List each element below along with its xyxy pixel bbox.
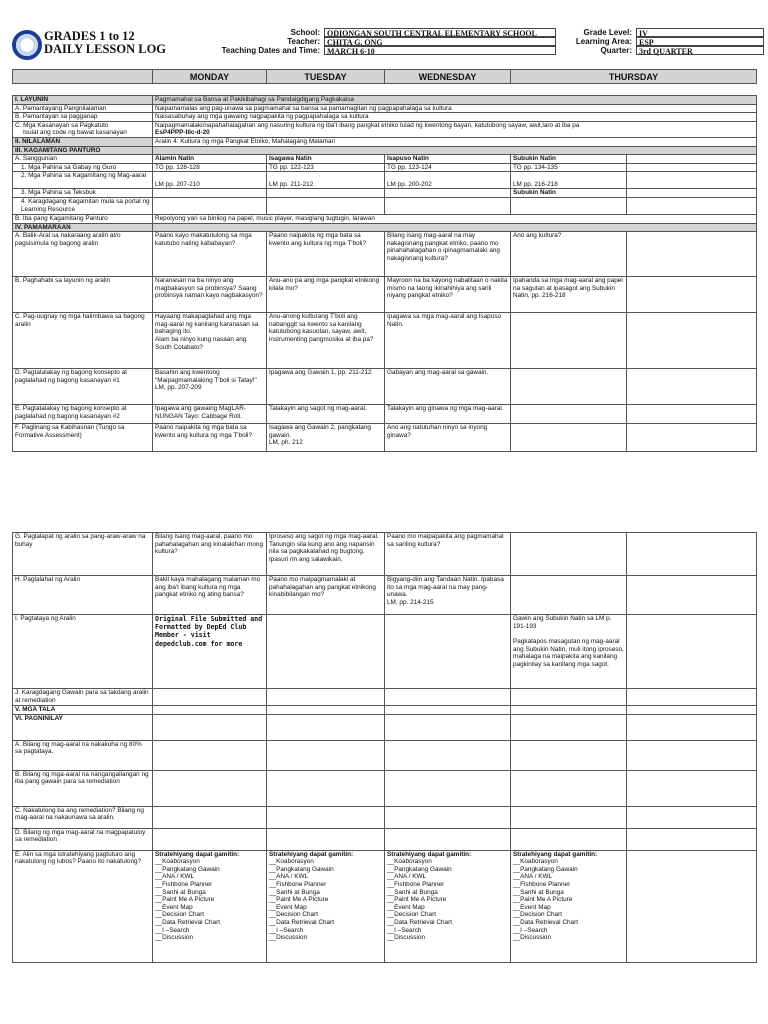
- row-s1: 1. Mga Pahina sa Gabay ng Guro: [13, 163, 153, 172]
- s2-mon: LM pp. 207-210: [153, 172, 267, 189]
- school-value: ODIONGAN SOUTH CENTRAL ELEMENTARY SCHOOL: [324, 28, 556, 37]
- pa-mon: [153, 740, 267, 770]
- title-line-2: DAILY LESSON LOG: [44, 42, 167, 56]
- row-s2: 2. Mga Pahina sa Kagamitang ng Mag-aaral: [13, 172, 153, 189]
- rf-tue: [267, 424, 385, 452]
- rc-thu: [511, 313, 627, 369]
- nilalaman-value: Aralin 4: Kultura ng mga Pangkat Etniko, Mahalagang Malaman: [153, 137, 757, 146]
- s4-mon: [153, 197, 267, 214]
- row-pe: E. Alin sa mga istratehiyang pagtuturo ang nakatulong ng lubos? Paano ito nakatulong?: [13, 850, 153, 962]
- s4-wed: [385, 197, 511, 214]
- row-re: E. Pagtatalakay ng bagong konsepto at paglalahad ng bagong kasanayan #2: [13, 405, 153, 424]
- strategy-option[interactable]: __Discussion: [269, 934, 308, 942]
- lesson-table-page1: [12, 95, 757, 452]
- strategy-option[interactable]: __Paint Me A Picture: [387, 896, 447, 904]
- strategy-option[interactable]: __Decision Chart: [269, 911, 319, 919]
- g-fri: [627, 533, 757, 576]
- strategy-option[interactable]: __Pangkatang Gawain: [269, 865, 334, 873]
- rc-mon-text: Hayaang makapaglahad ang mga mag-aaral ng kanilang karanasan sa bahaging ito.: [155, 313, 259, 336]
- row-pb: B. Bilang ng mga-aaral na nangangailangan ng iba pang gawain para sa remediation: [13, 770, 153, 806]
- row-pc: C. Nakatulong ba ang remediation? Bilang ng mag-aaral na nakaunawa sa aralin.: [13, 806, 153, 828]
- rf-thu: [511, 424, 627, 452]
- g-thu: [511, 533, 627, 576]
- strategy-option[interactable]: __Sanhi at Bunga: [269, 888, 320, 896]
- strategy-option[interactable]: __Discussion: [155, 934, 194, 942]
- rb-mon: Naranasan na ba ninyo ang magbakasyon sa probinsya? Saang probinsya naman kayo nagbakasyon?: [153, 277, 267, 313]
- re-fri: [627, 405, 757, 424]
- day-monday: MONDAY: [153, 70, 267, 84]
- row-b-value: Naisasabuhay ang mga gawaing nagpapakita ng pagpapahalaga sa kultura: [153, 113, 757, 122]
- rd-mon: [153, 369, 267, 405]
- s3-fri: [627, 189, 757, 198]
- row-h: H. Paglalahat ng Aralin: [13, 576, 153, 615]
- pb-tue: [267, 770, 385, 806]
- row-c-value: [153, 121, 757, 137]
- row-b-label: B. Pamantayan sa pagganap: [13, 113, 153, 122]
- row-s4: 4. Karagdagang Kagamitan mula sa portal ng Learning Resource: [13, 197, 153, 214]
- row-pa: A. Bilang ng mag-aaral na nakakuha ng 80% sa pagtataya.: [13, 740, 153, 770]
- strategy-option[interactable]: __Decision Chart: [387, 911, 437, 919]
- pa-thu: [511, 740, 627, 770]
- row-i: I. Pagtataya ng Aralin: [13, 615, 153, 689]
- pa-fri: [627, 740, 757, 770]
- row-a-value: Naipamamalas ang pag-unawa sa pagmamahal sa bansa sa pamamagitan ng pagpapahalaga sa kultura: [153, 104, 757, 113]
- g-wed: Paano mo maipapakita ang pagmamahal sa sariling kultura?: [385, 533, 511, 576]
- h-wed: [385, 576, 511, 615]
- lesson-table-page2: [12, 532, 757, 963]
- pc-fri: [627, 806, 757, 828]
- strategy-option[interactable]: __Event Map: [155, 903, 193, 911]
- row-rb: B. Paghahabi sa layunin ng aralin: [13, 277, 153, 313]
- h-thu: [511, 576, 627, 615]
- row-a-label: A. Pamantayang Pangnilalaman: [13, 104, 153, 113]
- re-tue: Talakayin ang sagot ng mag-aaral.: [267, 405, 385, 424]
- strategy-option[interactable]: __Decision Chart: [155, 911, 205, 919]
- j-thu: [511, 689, 627, 706]
- i-tue: [267, 615, 385, 689]
- s2-fri: [627, 172, 757, 189]
- sang-fri: [627, 155, 757, 164]
- re-thu: [511, 405, 627, 424]
- i-wed: [385, 615, 511, 689]
- s1-mon: TG pp. 126-128: [153, 163, 267, 172]
- strategy-option[interactable]: __ANA / KWL: [513, 873, 553, 881]
- area-value: ESP: [636, 37, 764, 46]
- day-thursday: THURSDAY: [511, 70, 757, 84]
- row-rf: F. Paglinang sa Kabihasnan (Tungo sa Formative Assessment): [13, 424, 153, 452]
- strategy-option[interactable]: __Fishbone Planner: [155, 880, 213, 888]
- ra-thu: Ano ang kultura?: [511, 232, 627, 277]
- h-wed-text: Bigyang-diin ang Tandaan Natin. Ipabasa ito sa mga mag-aaral na may pang-unawa.: [387, 576, 504, 599]
- c-label-line1: C. Mga Kasanayan sa Pagkatuto: [15, 121, 109, 129]
- strategy-option[interactable]: __I –Search: [387, 926, 422, 934]
- row-iba-pang: B. Iba pang Kagamitang Panturo: [13, 214, 153, 223]
- rc-mon: [153, 313, 267, 369]
- i-thu-text: Gawin ang Subukin Natin sa LM p. 191-193: [513, 615, 612, 630]
- h-wed-text2: LM, pp. 214-215: [387, 598, 434, 606]
- j-wed: [385, 689, 511, 706]
- s4-tue: [267, 197, 385, 214]
- teacher-row: [208, 37, 768, 46]
- re-mon: Ipagawa ang gawaing MagLAR-NUNGAN Tayo: Cabbage Roll.: [153, 405, 267, 424]
- strategy-option[interactable]: __ANA / KWL: [269, 873, 309, 881]
- deped-seal-logo: [12, 30, 42, 60]
- g-tue: Iproseso ang sagot ng mga mag-aaral. Tanungin sila kung ano ang napansin nila sa pagkakalahad ng bugtong. Ipasuri rin ang salawikain.: [267, 533, 385, 576]
- pag-thu: [511, 714, 627, 740]
- rb-fri: [627, 277, 757, 313]
- strategy-option[interactable]: __Event Map: [269, 903, 307, 911]
- strategy-option[interactable]: __Discussion: [513, 934, 552, 942]
- strategy-option[interactable]: __Sanhi at Bunga: [155, 888, 206, 896]
- c-value-text: Naipagmamalaki/napahahalagahan ang nasuring kultura ng iba't ibang pangkat etniko tulad ng kwentong bayan, katutubong sayaw, awit,laro at iba pa: [155, 121, 580, 129]
- pe-fri: [627, 850, 757, 962]
- grade-value: IV: [636, 28, 764, 37]
- sang-thu: Subukin Natin: [511, 155, 627, 164]
- pc-tue: [267, 806, 385, 828]
- rc-wed: Ipagawa sa mga mag-aaral ang Isapuso Natin.: [385, 313, 511, 369]
- s4-fri: [627, 197, 757, 214]
- pd-wed: [385, 828, 511, 850]
- strategies-tue: [267, 850, 385, 962]
- pb-wed: [385, 770, 511, 806]
- ra-tue: Paano naipakita ng mga bata sa kwento ang kultura ng mga T'boli?: [267, 232, 385, 277]
- row-sanggunian: A. Sanggunian: [13, 155, 153, 164]
- rd-mon-text2: LM, pp. 207-209: [155, 384, 202, 392]
- teacher-label: Teacher:: [287, 37, 320, 46]
- day-tuesday: TUESDAY: [267, 70, 385, 84]
- strategy-option[interactable]: __Pangkatang Gawain: [513, 865, 578, 873]
- strategies-wed: [385, 850, 511, 962]
- row-nilalaman: II. NILALAMAN: [13, 137, 153, 146]
- dates-value: MARCH 6-10: [324, 46, 556, 55]
- rc-tue: Anu-anong kulturang T'boli ang nabanggit sa kwento sa kanilang katutubong kasuotan, sayaw, awit, instrumenting pangmusika at iba pa?: [267, 313, 385, 369]
- document-title: [44, 30, 166, 56]
- tala-wed: [385, 706, 511, 715]
- rf-wed: Ano ang natutuhan ninyo sa inyong ginawa?: [385, 424, 511, 452]
- strategy-option[interactable]: __Data Retrieval Chart: [155, 918, 221, 926]
- pb-fri: [627, 770, 757, 806]
- sang-tue: Isagawa Natin: [267, 155, 385, 164]
- grade-label: Grade Level:: [583, 28, 632, 37]
- row-s3: 3. Mga Pahina sa Teksbuk: [13, 189, 153, 198]
- layunin-value: Pagmamahal sa Bansa at Pakikibahagi sa Pandaigdigang Pagkakaisa: [153, 96, 757, 105]
- corner-cell: [13, 70, 153, 84]
- rb-wed: Mayroon na ba kayong nabalitaan o nakita mismo na taong ikinahihiya ang sarili niyang pangkat etniko?: [385, 277, 511, 313]
- strategy-option[interactable]: __Fishbone Planner: [387, 880, 445, 888]
- g-mon: Bilang isang mag-aaral, paano mo pahahalagahan ang kinalakihan mong kultura?: [153, 533, 267, 576]
- dates-label: Teaching Dates and Time:: [221, 46, 320, 55]
- row-ra: A. Balik-Aral sa nakaraang aralin at/o pagsisimula ng bagong aralin: [13, 232, 153, 277]
- sang-mon: Alamin Natin: [153, 155, 267, 164]
- strategy-option[interactable]: __Decision Chart: [513, 911, 563, 919]
- pamamaraan-fill: [153, 223, 757, 232]
- rb-tue: Anu-ano pa ang mga pangkat etnikong kilala mo?: [267, 277, 385, 313]
- dll-header: [12, 28, 756, 62]
- sang-wed: Isapuso Natin: [385, 155, 511, 164]
- rf-fri: [627, 424, 757, 452]
- strategy-option[interactable]: __Paint Me A Picture: [513, 896, 573, 904]
- strategy-option[interactable]: __Pangkatang Gawain: [155, 865, 220, 873]
- row-pamamaraan: IV. PAMAMARAAN: [13, 223, 153, 232]
- tala-thu: [511, 706, 627, 715]
- rd-thu: [511, 369, 627, 405]
- c-label-line2: Isulat ang code ng bawat kasanayan: [23, 129, 127, 137]
- days-header-table: [12, 69, 757, 84]
- row-layunin: I. LAYUNIN: [13, 96, 153, 105]
- row-j: J. Karagdagang Gawain para sa takdang aralin at remediation: [13, 689, 153, 706]
- h-fri: [627, 576, 757, 615]
- row-tala: V. MGA TALA: [13, 706, 153, 715]
- i-thu: [511, 615, 627, 689]
- strategy-option[interactable]: __ANA / KWL: [155, 873, 195, 881]
- tala-fri: [627, 706, 757, 715]
- pd-fri: [627, 828, 757, 850]
- j-mon: [153, 689, 267, 706]
- h-tue: Paano mo maipagmamalaki at pahahalagahan ang pangkat etnikong kinabibilangan mo?: [267, 576, 385, 615]
- strategy-option[interactable]: __ANA / KWL: [387, 873, 427, 881]
- pa-tue: [267, 740, 385, 770]
- strategies-thu: [511, 850, 627, 962]
- strategy-option[interactable]: __Discussion: [387, 934, 426, 942]
- pa-wed: [385, 740, 511, 770]
- strategies-mon: [153, 850, 267, 962]
- strategy-title: Stratehiyang dapat gamitin:: [269, 850, 354, 858]
- pb-thu: [511, 770, 627, 806]
- rd-wed: Gabayan ang mag-aaral sa gawain.: [385, 369, 511, 405]
- s4-thu: [511, 197, 627, 214]
- strategy-option[interactable]: __Koaborasyon: [269, 858, 314, 866]
- strategy-title: Stratehiyang dapat gamitin:: [513, 850, 598, 858]
- strategy-option[interactable]: __I –Search: [155, 926, 190, 934]
- row-pagninilay: VI. PAGNINILAY: [13, 714, 153, 740]
- dates-row: [208, 46, 768, 55]
- s1-tue: TG pp. 122-123: [267, 163, 385, 172]
- rd-tue: Ipagawa ang Gawain 1, pp. 211-212: [267, 369, 385, 405]
- rb-thu: Ipahanda sa mga mag-aaral ang papel na sagutan at ipasagot ang Subukin Natin, pp. 216-218: [511, 277, 627, 313]
- ra-fri: [627, 232, 757, 277]
- ra-mon: Paano kayo makatutulong sa mga katutubo nating kababayan?: [153, 232, 267, 277]
- iba-pang-value: Repolyong yari sa binilog na papel, music player, masiglang tugtugin, larawan: [153, 214, 757, 223]
- title-line-1: GRADES 1 to 12: [44, 29, 135, 43]
- pb-mon: [153, 770, 267, 806]
- c-value-code: EsP4PPP-IIIc-d-20: [155, 129, 210, 137]
- row-rd: D. Pagtatalakay ng bagong konsepto at paglalahad ng bagong kasanayan #1: [13, 369, 153, 405]
- teacher-value: CHITA G. ONG: [324, 37, 556, 46]
- i-thu-text2: Pagkatapos masagutan ng mag-aaral ang Subukin Natin, muli itong iproseso, mahalaga na maipakita ang kanilang pagkinilay sa kanilang mga sagot.: [513, 638, 624, 668]
- s2-tue: LM pp. 211-212: [267, 172, 385, 189]
- strategy-option[interactable]: __Sanhi at Bunga: [513, 888, 564, 896]
- rc-fri: [627, 313, 757, 369]
- s1-wed: TG pp. 123-124: [385, 163, 511, 172]
- strategy-option[interactable]: __Sanhi at Bunga: [387, 888, 438, 896]
- s1-fri: [627, 163, 757, 172]
- school-row: [208, 28, 768, 37]
- row-rc: C. Pag-uugnay ng mga halimbawa sa bagong aralin: [13, 313, 153, 369]
- strategy-option[interactable]: __Event Map: [387, 903, 425, 911]
- re-wed: Talakayin ang ginawa ng mga mag-aaral.: [385, 405, 511, 424]
- pag-tue: [267, 714, 385, 740]
- j-tue: [267, 689, 385, 706]
- tala-mon: [153, 706, 267, 715]
- row-c-label: [13, 121, 153, 137]
- strategy-option[interactable]: __Koaborasyon: [387, 858, 432, 866]
- rd-mon-text: Basahin ang kwentong "Maipagmamalaking T'boli si Tatay!": [155, 369, 257, 384]
- strategy-option[interactable]: __Data Retrieval Chart: [387, 918, 453, 926]
- school-label: School:: [290, 28, 320, 37]
- pag-fri: [627, 714, 757, 740]
- pc-wed: [385, 806, 511, 828]
- day-wednesday: WEDNESDAY: [385, 70, 511, 84]
- rc-mon-text2: Alam ba ninyo kung nasaan ang South Cotabato?: [155, 335, 247, 351]
- rd-fri: [627, 369, 757, 405]
- rf-tue-text2: LM, ph. 212: [269, 439, 303, 447]
- rf-tue-text: Isagawa ang Gawain 2, pangkatang gawain.: [269, 424, 371, 439]
- j-fri: [627, 689, 757, 706]
- pag-wed: [385, 714, 511, 740]
- strategy-title: Stratehiyang dapat gamitin:: [387, 850, 472, 858]
- row-g: G. Paglalapat ng aralin sa pang-araw-araw na buhay: [13, 533, 153, 576]
- strategy-option[interactable]: __Data Retrieval Chart: [269, 918, 335, 926]
- watermark-note: Original File Submitted and Formatted by DepEd Club Member - visit depedclub.com for more: [153, 615, 267, 689]
- pd-tue: [267, 828, 385, 850]
- i-fri: [627, 615, 757, 689]
- quarter-value: 3rd QUARTER: [636, 46, 764, 55]
- strategy-option[interactable]: __Paint Me A Picture: [269, 896, 329, 904]
- ra-wed: Bilang isang mag-aaral na may nakagisnang pangkat etniko, paano mo pinahahalagahan o ipinagmamalaki ang nakagisnang kultura?: [385, 232, 511, 277]
- s2-wed: LM pp. 200-202: [385, 172, 511, 189]
- rf-mon: Paano naipakita ng mga bata sa kwento ang kultura ng mga T'boli?: [153, 424, 267, 452]
- row-pd: D. Bilang ng mga mag-aaral na magpapatuloy sa remediation: [13, 828, 153, 850]
- kagamitan-fill: [153, 146, 757, 155]
- strategy-option[interactable]: __Koaborasyon: [513, 858, 558, 866]
- strategy-option[interactable]: __Fishbone Planner: [513, 880, 571, 888]
- pc-thu: [511, 806, 627, 828]
- strategy-option[interactable]: __Paint Me A Picture: [155, 896, 215, 904]
- s2-thu: LM pp. 216-218: [511, 172, 627, 189]
- pag-mon: [153, 714, 267, 740]
- s3-mon: [153, 189, 267, 198]
- strategy-option[interactable]: __Event Map: [513, 903, 551, 911]
- row-kagamitan: III. KAGAMITANG PANTURO: [13, 146, 153, 155]
- s3-tue: [267, 189, 385, 198]
- area-label: Learning Area:: [575, 37, 632, 46]
- pd-mon: [153, 828, 267, 850]
- h-mon: Bakit kaya mahalagang malaman mo ang iba't ibang kultura ng mga pangkat etniko ng ating bansa?: [153, 576, 267, 615]
- strategy-option[interactable]: __Fishbone Planner: [269, 880, 327, 888]
- pc-mon: [153, 806, 267, 828]
- s1-thu: TG pp. 134-135: [511, 163, 627, 172]
- tala-tue: [267, 706, 385, 715]
- strategy-option[interactable]: __Koaborasyon: [155, 858, 200, 866]
- strategy-option[interactable]: __I –Search: [513, 926, 548, 934]
- strategy-option[interactable]: __Data Retrieval Chart: [513, 918, 579, 926]
- quarter-label: Quarter:: [600, 46, 632, 55]
- strategy-option[interactable]: __I –Search: [269, 926, 304, 934]
- pd-thu: [511, 828, 627, 850]
- strategy-option[interactable]: __Pangkatang Gawain: [387, 865, 452, 873]
- s3-wed: [385, 189, 511, 198]
- s3-thu: Subukin Natin: [511, 189, 627, 198]
- strategy-title: Stratehiyang dapat gamitin:: [155, 850, 240, 858]
